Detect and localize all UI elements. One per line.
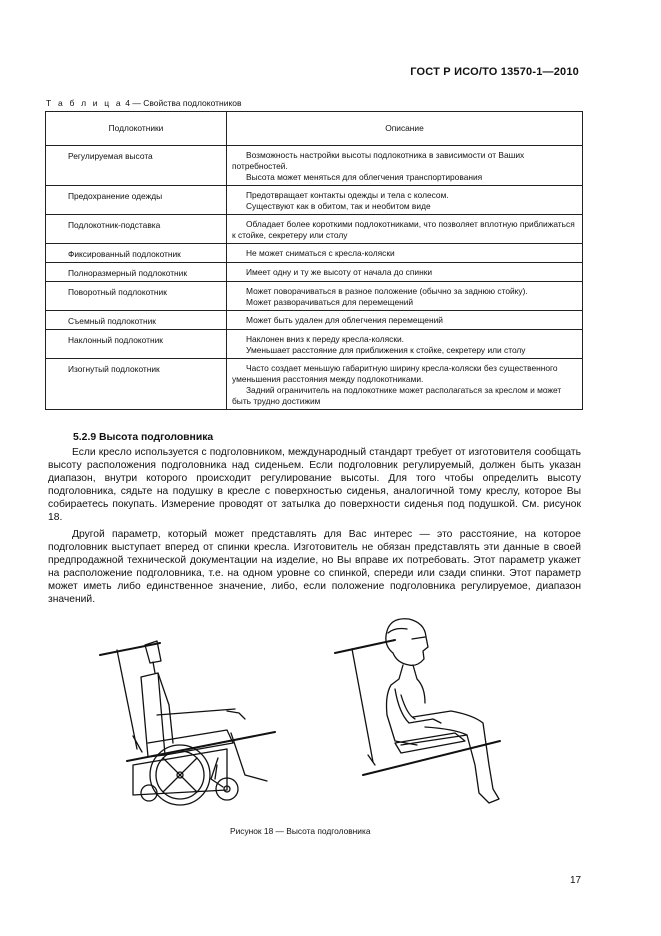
description-line: Обладает более короткими подлокотниками, что позволяет вплотную приближаться к стойке, секретеру или столу xyxy=(232,219,575,240)
column-header-description: Описание xyxy=(227,112,583,146)
body-paragraph: Другой параметр, который может представлять для Вас интерес — это расстояние, на которое подголовник выступает вперед от спинки кресла. Изготовитель не обязан представлять эти данные в своей предпродажной технической документации на изделие, но Вы вправе их потребовать. Этот параметр укажет на расположение подголовника, т.е. на одном уровне со спинкой, спереди или сзади спинки. Этот параметр может иметь либо единственное значение, либо, если положение подголовника регулируемое, диапазон значений. xyxy=(48,529,581,605)
armrest-name: Изогнутый подлокотник xyxy=(46,359,227,410)
wheelchair-illustration xyxy=(100,641,275,805)
armrest-description xyxy=(227,330,583,359)
seated-person-illustration xyxy=(335,619,500,803)
description-line: Может быть удален для облегчения перемещений xyxy=(246,315,443,325)
armrest-description xyxy=(227,359,583,410)
armrest-name: Фиксированный подлокотник xyxy=(46,244,227,263)
figure-caption: Рисунок 18 — Высота подголовника xyxy=(230,826,371,836)
table-caption-text: 4 — Свойства подлокотников xyxy=(125,98,242,108)
description-line: Имеет одну и ту же высоту от начала до спинки xyxy=(246,267,433,277)
armrest-description xyxy=(227,215,583,244)
document-header: ГОСТ Р ИСО/ТО 13570-1—2010 xyxy=(410,66,579,78)
description-line: Может поворачиваться в разное положение (обычно за заднюю стойку). xyxy=(246,286,528,296)
armrest-description xyxy=(227,146,583,186)
section-body xyxy=(48,446,581,610)
description-line: Существуют как в обитом, так и необитом виде xyxy=(246,201,431,211)
table-row xyxy=(46,244,583,263)
figure-18-illustration xyxy=(95,615,575,815)
table-header-row xyxy=(46,112,583,146)
table-caption-label: Т а б л и ц а xyxy=(46,98,123,108)
column-header-armrests: Подлокотники xyxy=(46,112,227,146)
armrest-description xyxy=(227,311,583,330)
armrest-name: Наклонный подлокотник xyxy=(46,330,227,359)
description-line: Наклонен вниз к переду кресла-коляски. xyxy=(246,334,404,344)
description-line: Уменьшает расстояние для приближения к стойке, секретеру или столу xyxy=(246,345,526,355)
description-line: Высота может меняться для облегчения транспортирования xyxy=(246,172,483,182)
description-line: Часто создает меньшую габаритную ширину кресла-коляски без существенного уменьшения расстояния между подлокотниками. xyxy=(232,363,558,384)
description-line: Возможность настройки высоты подлокотника в зависимости от Ваших потребностей. xyxy=(232,150,525,171)
armrest-name: Съемный подлокотник xyxy=(46,311,227,330)
table-row xyxy=(46,215,583,244)
armrest-name: Предохранение одежды xyxy=(46,186,227,215)
armrest-description xyxy=(227,186,583,215)
armrest-name: Поворотный подлокотник xyxy=(46,282,227,311)
armrest-name: Регулируемая высота xyxy=(46,146,227,186)
armrest-name: Полноразмерный подлокотник xyxy=(46,263,227,282)
table-row xyxy=(46,311,583,330)
description-line: Задний ограничитель на подлокотнике может располагаться за креслом и может быть трудно достижим xyxy=(232,385,562,406)
description-line: Предотвращает контакты одежды и тела с колесом. xyxy=(246,190,449,200)
description-line: Не может сниматься с кресла-коляски xyxy=(246,248,395,258)
table-row xyxy=(46,186,583,215)
armrest-description xyxy=(227,282,583,311)
table-row xyxy=(46,359,583,410)
table-row xyxy=(46,263,583,282)
page-number: 17 xyxy=(570,875,582,886)
description-line: Может разворачиваться для перемещений xyxy=(246,297,414,307)
armrest-description xyxy=(227,244,583,263)
section-title: 5.2.9 Высота подголовника xyxy=(73,432,214,443)
armrest-description xyxy=(227,263,583,282)
table-row xyxy=(46,146,583,186)
table-caption xyxy=(46,98,242,108)
table-row xyxy=(46,330,583,359)
armrest-name: Подлокотник-подставка xyxy=(46,215,227,244)
armrest-properties-table xyxy=(45,111,583,410)
body-paragraph: Если кресло используется с подголовником, международный стандарт требует от изготовителя сообщать высоту расположения подголовника над сиденьем. Если подголовник регулируемый, должен быть указан диапазон, внутри которого происходит регулирование высоты. Для того чтобы определить высоту подголовника, сядьте на подушку в кресле с поверхностью сиденья, аналогичной тому креслу, которое Вы собираетесь покупать. Измерение проводят от затылка до поверхности сиденья под подушкой. См. рисунок 18. xyxy=(48,447,581,523)
table-row xyxy=(46,282,583,311)
